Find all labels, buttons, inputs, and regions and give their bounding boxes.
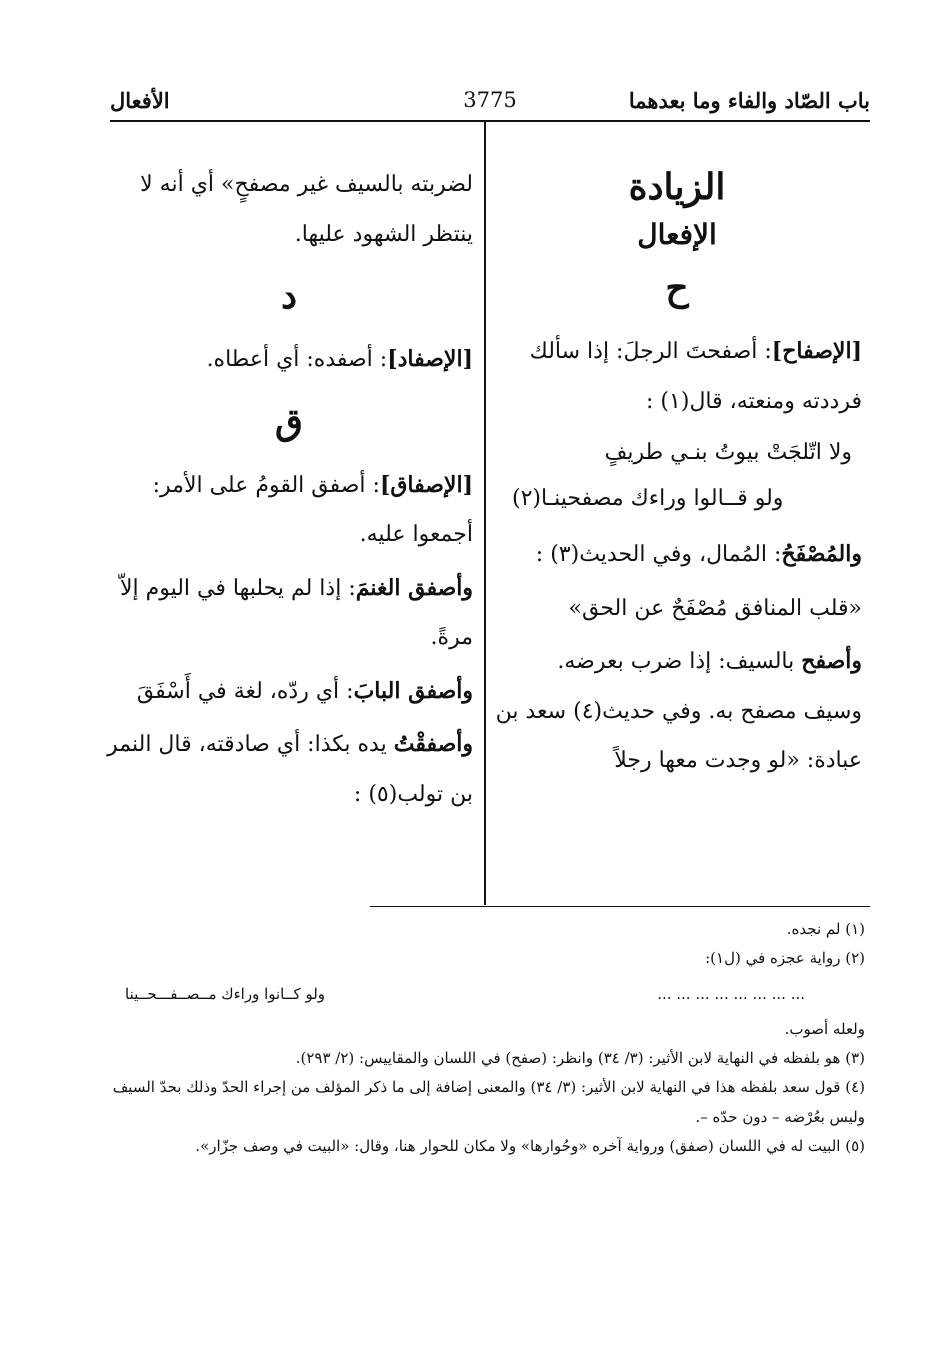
continued-text: لضربته بالسيف غير مصفحٍ» أي أنه لا ينتظر الشهود عليها.: [140, 172, 473, 247]
entry-term: [الإصفاق]: [379, 471, 473, 498]
footnote-rule: [370, 906, 870, 907]
hadith-quote: «قلب المنافق مُصْفَحٌ عن الحق»: [568, 595, 862, 621]
letter-heading-qaf: ق: [275, 400, 303, 443]
entry-asfaqa-ghanam: [105, 564, 473, 663]
letter-heading-ha: ح: [665, 267, 689, 309]
column-divider: [484, 122, 486, 905]
footnote-4: (٤) قول سعد بلفظه هذا في النهاية لابن الأثير: (٣/ ٣٤) والمعنى إضافة إلى ما ذكر المؤلف من إجراء الحدّ وذلك بحدّ السيف وليس بعُرْضه – دون حدّه –.: [112, 1078, 865, 1126]
entry-text: : أصفده: أي أعطاه.: [206, 347, 388, 372]
entry-isfaq: [105, 461, 473, 560]
entry-term: وأصفق الغنمَ: [355, 574, 473, 601]
footnote-2-note: ولعله أصوب.: [784, 1019, 865, 1038]
entry-isfah: [492, 327, 862, 426]
entry-text: : إذا لم يحلبها في اليوم إلاّ مرةً.: [119, 575, 473, 650]
entry-asfaqtu: [105, 720, 473, 819]
running-header: [110, 88, 870, 116]
section-heading: الزيادة: [628, 166, 726, 208]
entry-term: [الإصفاح]: [771, 338, 862, 364]
entry-musfah: [492, 530, 862, 580]
footnote-2-verse-text: ولو كــانوا وراءك مــصــفـــحــينا: [125, 984, 326, 1003]
footnote-3: (٣) هو بلفظه في النهاية لابن الأثير: (٣/ ٣٤) وانظر: (صفح) في اللسان والمقاييس: (٢/ ٢٩٣).: [295, 1049, 865, 1067]
verse-line-2: ولو قــالوا وراءك مصفحينـا(٢): [512, 486, 784, 512]
entry-text: : أصفحتَ الرجلَ: إذا سألك فرددته ومنعته، قال(١) :: [529, 339, 862, 414]
footnote-1: (١) لم نجده.: [786, 920, 865, 938]
right-column: [492, 160, 862, 790]
entry-term: وأصفق البابَ: [353, 677, 473, 704]
footnotes: [105, 915, 865, 1161]
entry-isfad: [105, 335, 473, 385]
entry-asfaha: [492, 637, 862, 786]
entry-term: والمُصْفَحُ: [781, 541, 862, 568]
header-chapter-title: باب الصّاد والفاء وما بعدهما: [628, 88, 870, 113]
entry-text: يده بكذا: أي صادقته، قال النمر بن تولب(٥) :: [107, 732, 473, 807]
entry-text: : أي ردّه، لغة في أَسْفَقَ: [136, 678, 354, 704]
entry-term: [الإصفاد]: [387, 346, 473, 372]
footnote-5: (٥) البيت له في اللسان (صفق) ورواية آخره «وحُوارها» ولا مكان للحوار هنا، وقال: «البيت في وصف جزّار».: [195, 1136, 865, 1155]
entry-text: : أصفق القومُ على الأمر: أجمعوا عليه.: [152, 472, 473, 547]
footnote-2-dots: ... ... ... ... ... ... ... ...: [657, 984, 805, 1003]
entry-asfaqa-bab: [105, 667, 473, 717]
header-section-title: الأفعال: [110, 88, 170, 113]
entry-text: بالسيف: إذا ضرب بعرضه. وسيف مصفح به. وفي حديث(٤) سعد بن عبادة: «لو وجدت معها رجلاً: [495, 649, 862, 774]
entry-term: وأصفح: [801, 648, 862, 675]
entry-term: وأصفقْتُ: [393, 731, 473, 757]
footnote-2: (٢) رواية عجزه في (ل١):: [705, 949, 865, 968]
section-subheading: الإفعال: [637, 218, 717, 251]
left-column: [105, 160, 473, 823]
footnote-2-verse: [105, 974, 865, 1015]
entry-text: : المُمال، وفي الحديث(٣) :: [535, 542, 782, 568]
verse-line-1: ولا اتّلجَتْ بيوتُ بنـي طريفٍ: [604, 440, 852, 465]
letter-heading-dal: د: [280, 275, 298, 317]
page-number: 3775: [463, 88, 517, 112]
header-rule: [110, 120, 870, 122]
